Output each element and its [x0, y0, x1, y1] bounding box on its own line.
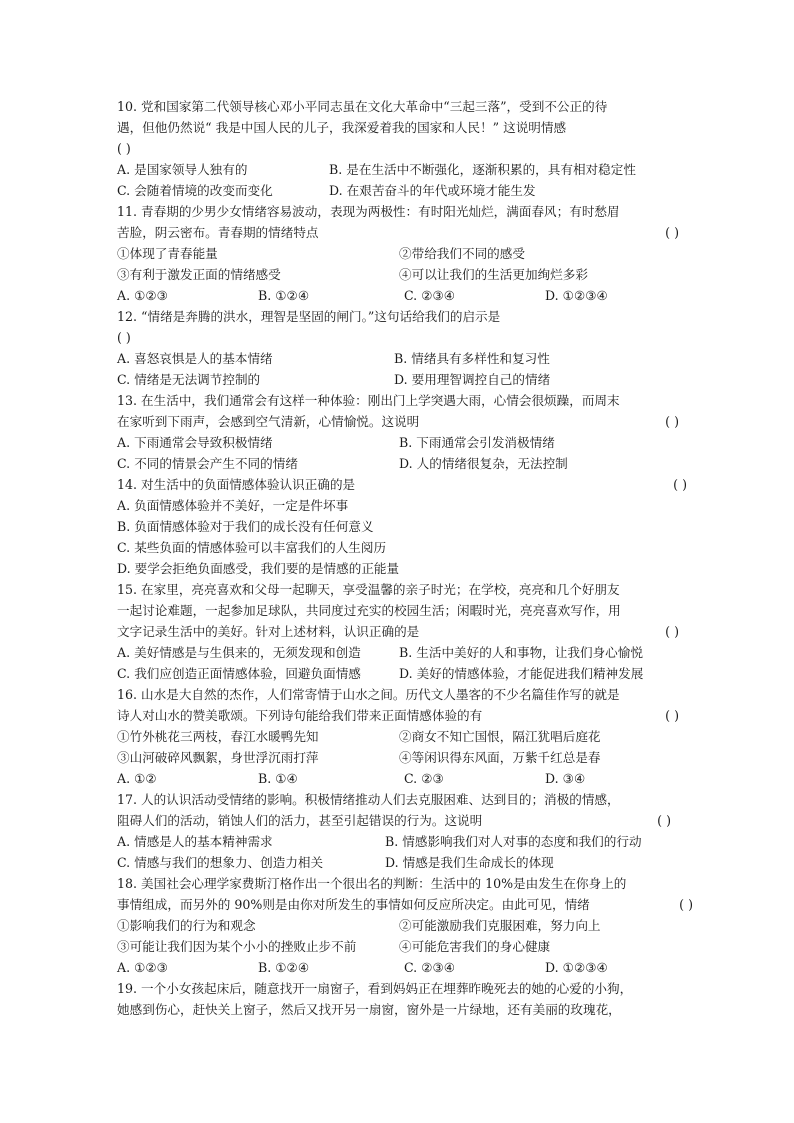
option-c: C. 情感与我们的想象力、创造力相关 [117, 855, 324, 870]
option-a: A. 情感是人的基本精神需求 [117, 834, 273, 849]
question-stem-line: 10. 党和国家第二代领导核心邓小平同志虽在文化大革命中“三起三落”，受到不公正的待 [117, 99, 608, 114]
option-a: A. 是国家领导人独有的 [117, 162, 248, 177]
item-1: ①影响我们的行为和观念 [117, 918, 256, 933]
question-stem-row [117, 411, 687, 432]
option-a: A. ①②③ [117, 960, 168, 975]
option-c: C. 某些负面的情感体验可以丰富我们的人生阅历 [117, 540, 387, 555]
item-3: ③有利于激发正面的情绪感受 [117, 267, 281, 282]
answer-bracket: ( ) [657, 813, 671, 828]
question-stem-line: 事情组成，而另外的 90%则是由你对所发生的事情如何反应所决定。由此可见，情绪 [117, 897, 590, 912]
option-d: D. ①②③④ [545, 960, 608, 975]
option-b: B. ①②④ [258, 960, 310, 975]
question-stem-line: 文字记录生活中的美好。针对上述材料，认识正确的是 [117, 624, 420, 639]
option-c: C. ②③ [404, 771, 444, 786]
option-b: B. 情绪具有多样性和复习性 [394, 351, 550, 366]
question-stem-line: 苦脸，阴云密布。青春期的情绪特点 [117, 225, 319, 240]
option-c: C. 我们应创造正面情感体验，回避负面情感 [117, 666, 361, 681]
question-stem-line: 诗人对山水的赞美歌颂。下列诗句能给我们带来正面情感体验的有 [117, 708, 483, 723]
option-a: A. 下雨通常会导致积极情绪 [117, 435, 273, 450]
option-row [117, 768, 687, 789]
option-c: C. 情绪是无法调节控制的 [117, 372, 261, 387]
answer-bracket: ( ) [679, 897, 693, 912]
answer-bracket: ( ) [665, 708, 679, 723]
question-16 [117, 684, 687, 789]
option-b: B. ①④ [258, 771, 298, 786]
question-18 [117, 873, 693, 978]
question-stem-line: 她感到伤心，赶快关上窗子，然后又找开另一扇窗，窗外是一片绿地，还有美丽的玫瑰花， [117, 1002, 621, 1017]
option-c: C. 不同的情景会产生不同的情绪 [117, 456, 298, 471]
question-19 [117, 978, 687, 1020]
question-13 [117, 390, 687, 474]
question-stem-line: 16. 山水是大自然的杰作，人们常寄情于山水之间。历代文人墨客的不少名篇佳作写的就是 [117, 687, 620, 702]
item-2: ②商女不知亡国恨，隔江犹唱后庭花 [399, 729, 601, 744]
question-stem-row [117, 705, 687, 726]
item-row [117, 264, 687, 285]
option-d: D. ①②③④ [545, 288, 608, 303]
option-c: C. ②③④ [404, 960, 456, 975]
question-stem-line: 阻碍人们的活动，销蚀人们的活力，甚至引起错误的行为。这说明 [117, 813, 483, 828]
answer-bracket: ( ) [665, 414, 679, 429]
item-row [117, 243, 687, 264]
question-stem-row [117, 222, 687, 243]
question-stem-line: 12. “情绪是奔腾的洪水，理智是坚固的闸门。”这句话给我们的启示是 [117, 309, 501, 324]
question-stem-row [117, 894, 693, 915]
question-stem-line: 在家听到下雨声，会感到空气清新，心情愉悦。这说明 [117, 414, 420, 429]
question-stem-row [117, 621, 687, 642]
item-4: ④可以让我们的生活更加绚烂多彩 [399, 267, 588, 282]
option-row [117, 180, 687, 201]
option-row [117, 159, 687, 180]
option-b: B. 生活中美好的人和事物，让我们身心愉悦 [399, 645, 643, 660]
option-b: B. 负面情感体验对于我们的成长没有任何意义 [117, 519, 374, 534]
question-stem-line: 遇，但他仍然说“ 我是中国人民的儿子，我深爱着我的国家和人民！” 这说明情感 [117, 120, 567, 135]
item-row [117, 936, 687, 957]
option-a: A. ①② [117, 771, 157, 786]
option-b: B. 情感影响我们对人对事的态度和我们的行动 [385, 834, 642, 849]
answer-bracket: ( ) [117, 330, 131, 345]
item-1: ①体现了青春能量 [117, 246, 218, 261]
option-d: D. 要用理智调控自己的情绪 [394, 372, 551, 387]
option-a: A. ①②③ [117, 288, 168, 303]
option-row [117, 663, 687, 684]
option-d: D. 情感是我们生命成长的体现 [385, 855, 554, 870]
question-15 [117, 579, 687, 684]
question-list [117, 96, 693, 1020]
question-10 [117, 96, 687, 201]
question-stem-line: 15. 在家里，亮亮喜欢和父母一起聊天，享受温馨的亲子时光；在学校，亮亮和几个好朋友 [117, 582, 620, 597]
item-row [117, 747, 687, 768]
question-17 [117, 789, 687, 873]
option-row [117, 432, 687, 453]
item-3: ③山河破碎风飘絮，身世浮沉雨打萍 [117, 750, 319, 765]
option-row [117, 642, 687, 663]
item-4: ④等闲识得东风面，万紫千红总是春 [399, 750, 601, 765]
option-row [117, 831, 687, 852]
option-row [117, 453, 687, 474]
option-a: A. 负面情感体验并不美好，一定是件坏事 [117, 498, 349, 513]
question-stem-line: 17. 人的认识活动受情绪的影响。积极情绪推动人们去克服困难、达到目的；消极的情感， [117, 792, 620, 807]
item-4: ④可能危害我们的身心健康 [399, 939, 551, 954]
option-row [117, 369, 687, 390]
question-stem-row [117, 474, 687, 495]
option-d: D. ③④ [545, 771, 586, 786]
answer-bracket: ( ) [665, 624, 679, 639]
question-11 [117, 201, 687, 306]
question-stem-line: 13. 在生活中，我们通常会有这样一种体验：刚出门上学突遇大雨，心情会很烦躁，而周末 [117, 393, 620, 408]
item-row [117, 915, 687, 936]
option-row [117, 285, 687, 306]
option-c: C. ②③④ [404, 288, 456, 303]
item-2: ②带给我们不同的感受 [399, 246, 525, 261]
question-stem-line: 18. 美国社会心理学家费斯汀格作出一个很出名的判断：生活中的 10%是由发生在你身上的 [117, 876, 627, 891]
option-d: D. 要学会拒绝负面感受，我们要的是情感的正能量 [117, 561, 400, 576]
option-b: B. ①②④ [258, 288, 310, 303]
answer-bracket: ( ) [117, 141, 131, 156]
option-a: A. 美好情感是与生俱来的，无须发现和创造 [117, 645, 361, 660]
item-3: ③可能让我们因为某个小小的挫败止步不前 [117, 939, 357, 954]
question-stem-line: 11. 青春期的少男少女情绪容易波动，表现为两极性：有时阳光灿烂，满面春风；有时愁眉 [117, 204, 620, 219]
item-1: ①竹外桃花三两枝，春江水暖鸭先知 [117, 729, 319, 744]
option-d: D. 人的情绪很复杂，无法控制 [399, 456, 568, 471]
question-stem-line: 一起讨论难题，一起参加足球队，共同度过充实的校园生活；闲暇时光，亮亮喜欢写作，用 [117, 603, 621, 618]
item-2: ②可能激励我们克服困难，努力向上 [399, 918, 601, 933]
question-12 [117, 306, 687, 390]
option-b: B. 是在生活中不断强化，逐渐积累的，具有相对稳定性 [329, 162, 636, 177]
question-stem-line: 19. 一个小女孩起床后，随意找开一扇窗子，看到妈妈正在埋葬昨晚死去的她的心爱的小狗， [117, 981, 633, 996]
question-stem-row [117, 810, 687, 831]
option-row [117, 852, 687, 873]
option-c: C. 会随着情境的改变而变化 [117, 183, 273, 198]
option-d: D. 美好的情感体验，才能促进我们精神发展 [399, 666, 644, 681]
option-d: D. 在艰苦奋斗的年代或环境才能生发 [329, 183, 536, 198]
option-b: B. 下雨通常会引发消极情绪 [399, 435, 555, 450]
option-row [117, 957, 687, 978]
question-14 [117, 474, 687, 579]
option-row [117, 348, 687, 369]
item-row [117, 726, 687, 747]
question-stem-line: 14. 对生活中的负面情感体验认识正确的是 [117, 477, 356, 492]
answer-bracket: ( ) [673, 477, 687, 492]
answer-bracket: ( ) [665, 225, 679, 240]
option-a: A. 喜怒哀惧是人的基本情绪 [117, 351, 273, 366]
